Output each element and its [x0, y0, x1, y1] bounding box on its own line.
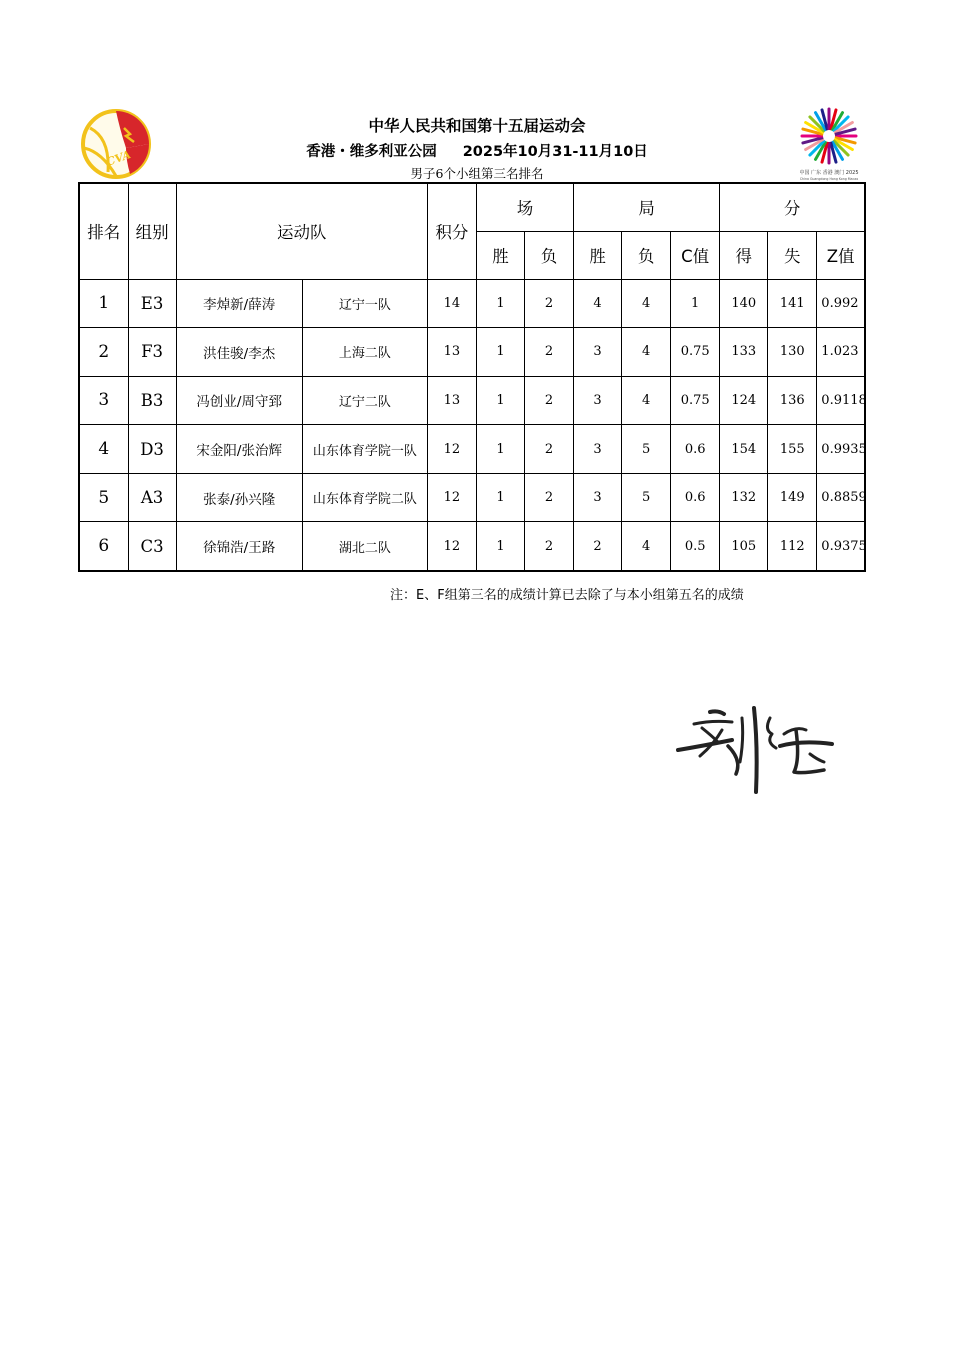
cell-match-loss: 2 [525, 328, 574, 377]
cell-group: E3 [128, 279, 176, 328]
cell-points-got: 105 [720, 522, 768, 571]
cell-z-value: 0.9935 [817, 425, 865, 474]
cell-game-win: 3 [574, 473, 622, 522]
cell-rank: 4 [79, 425, 128, 474]
cell-game-win: 4 [574, 279, 622, 328]
cell-points: 12 [427, 473, 476, 522]
cell-points-lost: 112 [768, 522, 817, 571]
header-match-win: 胜 [476, 231, 524, 279]
handwritten-signature [672, 700, 842, 800]
header-c-value: C值 [671, 231, 720, 279]
cell-game-loss: 5 [622, 425, 671, 474]
cell-z-value: 0.9375 [817, 522, 865, 571]
cell-match-win: 1 [476, 376, 524, 425]
svg-text:CVA: CVA [104, 148, 133, 169]
ranking-table [78, 182, 866, 572]
cell-team: 山东体育学院一队 [302, 425, 427, 474]
cell-players: 宋金阳/张治辉 [176, 425, 302, 474]
cell-rank: 5 [79, 473, 128, 522]
cell-c-value: 0.6 [671, 473, 720, 522]
cell-points-got: 133 [720, 328, 768, 377]
table-row [79, 328, 865, 377]
cell-game-loss: 4 [622, 376, 671, 425]
cell-match-loss: 2 [525, 279, 574, 328]
cell-game-win: 2 [574, 522, 622, 571]
cell-group: B3 [128, 376, 176, 425]
cell-points: 13 [427, 376, 476, 425]
cell-rank: 6 [79, 522, 128, 571]
cell-points: 12 [427, 425, 476, 474]
cell-match-loss: 2 [525, 425, 574, 474]
cell-c-value: 0.75 [671, 328, 720, 377]
cell-group: C3 [128, 522, 176, 571]
cell-group: A3 [128, 473, 176, 522]
table-row [79, 522, 865, 571]
svg-text:China Guangdong Hong Kong Maca: China Guangdong Hong Kong Macao [799, 177, 859, 181]
cell-game-win: 3 [574, 425, 622, 474]
cell-points-got: 154 [720, 425, 768, 474]
header-points: 积分 [427, 183, 476, 279]
table-body [79, 279, 865, 571]
table-row [79, 425, 865, 474]
cell-match-win: 1 [476, 328, 524, 377]
header-scores: 分 [720, 183, 865, 231]
cell-points: 13 [427, 328, 476, 377]
cell-game-win: 3 [574, 376, 622, 425]
cell-team: 湖北二队 [302, 522, 427, 571]
header-points-lost: 失 [768, 231, 817, 279]
cell-z-value: 1.023 [817, 328, 865, 377]
cell-c-value: 0.5 [671, 522, 720, 571]
svg-text:中国 广东 香港 澳门 2025: 中国 广东 香港 澳门 2025 [799, 170, 859, 176]
cell-team: 辽宁一队 [302, 279, 427, 328]
table-row [79, 473, 865, 522]
header-match-loss: 负 [525, 231, 574, 279]
header-game-loss: 负 [622, 231, 671, 279]
cell-players: 张泰/孙兴隆 [176, 473, 302, 522]
cell-c-value: 1 [671, 279, 720, 328]
cell-points-got: 124 [720, 376, 768, 425]
cell-group: D3 [128, 425, 176, 474]
header-points-got: 得 [720, 231, 768, 279]
header-z-value: Z值 [817, 231, 865, 279]
cell-points-lost: 130 [768, 328, 817, 377]
cell-rank: 2 [79, 328, 128, 377]
cell-z-value: 0.8859 [817, 473, 865, 522]
cell-points-got: 132 [720, 473, 768, 522]
cell-match-win: 1 [476, 473, 524, 522]
cell-game-loss: 5 [622, 473, 671, 522]
cell-players: 李焯新/薛涛 [176, 279, 302, 328]
table-row [79, 376, 865, 425]
cell-game-loss: 4 [622, 522, 671, 571]
cell-match-loss: 2 [525, 522, 574, 571]
cell-match-loss: 2 [525, 376, 574, 425]
cell-match-loss: 2 [525, 473, 574, 522]
cell-team: 辽宁二队 [302, 376, 427, 425]
cell-points-got: 140 [720, 279, 768, 328]
cell-c-value: 0.75 [671, 376, 720, 425]
venue: 香港・维多利亚公园 [306, 144, 437, 160]
cell-rank: 1 [79, 279, 128, 328]
table-subtitle: 男子6个小组第三名排名 [410, 166, 544, 181]
cell-points-lost: 149 [768, 473, 817, 522]
table-row [79, 279, 865, 328]
header-matches: 场 [476, 183, 573, 231]
venue-and-dates [0, 140, 954, 161]
cell-game-loss: 4 [622, 279, 671, 328]
cell-team: 上海二队 [302, 328, 427, 377]
cell-rank: 3 [79, 376, 128, 425]
header-group: 组别 [128, 183, 176, 279]
cell-team: 山东体育学院二队 [302, 473, 427, 522]
header-rank: 排名 [79, 183, 128, 279]
cell-points-lost: 141 [768, 279, 817, 328]
cell-game-win: 3 [574, 328, 622, 377]
cell-match-win: 1 [476, 425, 524, 474]
cell-points: 14 [427, 279, 476, 328]
header-games: 局 [574, 183, 720, 231]
cell-game-loss: 4 [622, 328, 671, 377]
event-title: 中华人民共和国第十五届运动会 [368, 117, 586, 135]
cell-group: F3 [128, 328, 176, 377]
cell-points-lost: 155 [768, 425, 817, 474]
cell-points-lost: 136 [768, 376, 817, 425]
header-game-win: 胜 [574, 231, 622, 279]
footnote: 注：E、F组第三名的成绩计算已去除了与本小组第五名的成绩 [390, 588, 744, 603]
cell-players: 冯创业/周守郅 [176, 376, 302, 425]
dates: 2025年10月31-11月10日 [462, 144, 648, 160]
cell-match-win: 1 [476, 522, 524, 571]
cell-match-win: 1 [476, 279, 524, 328]
cell-z-value: 0.9118 [817, 376, 865, 425]
cell-points: 12 [427, 522, 476, 571]
cell-players: 徐锦浩/王路 [176, 522, 302, 571]
cell-players: 洪佳骏/李杰 [176, 328, 302, 377]
header-team: 运动队 [176, 183, 427, 279]
cell-z-value: 0.992 [817, 279, 865, 328]
cell-c-value: 0.6 [671, 425, 720, 474]
